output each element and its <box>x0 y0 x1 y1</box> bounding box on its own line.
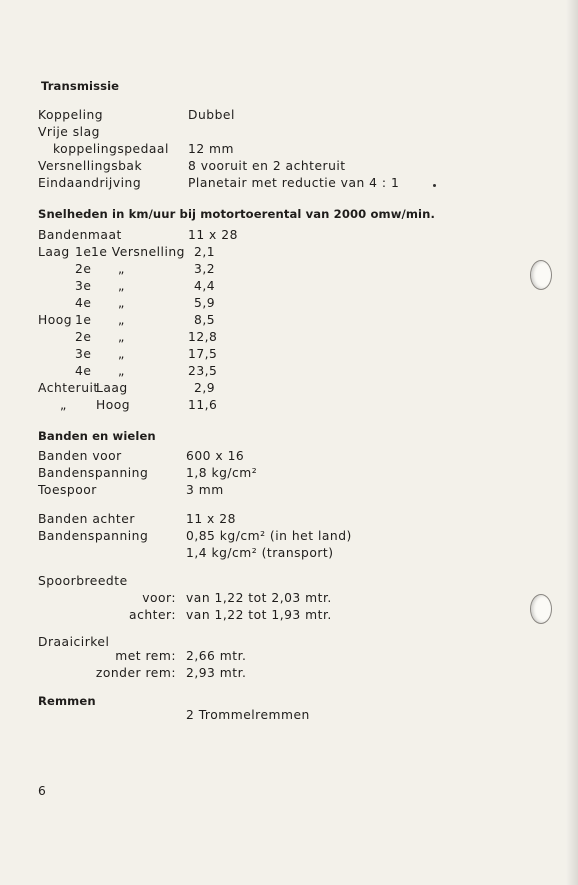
speed-value: 11,6 <box>188 398 218 412</box>
ditto-mark: „ <box>118 347 125 361</box>
speed-value: 2,9 <box>194 381 216 395</box>
toespoor-label: Toespoor <box>38 483 97 497</box>
versnellingsbak-label: Versnellingsbak <box>38 159 143 173</box>
gear-label: 3e <box>75 347 92 361</box>
draaicirkel-met-label: met rem: <box>115 649 176 663</box>
speed-value: 12,8 <box>188 330 218 344</box>
ditto-mark: „ <box>118 296 125 310</box>
ditto-mark: „ <box>118 279 125 293</box>
bandenspanning-achter-value-2: 1,4 kg/cm² (transport) <box>186 546 334 560</box>
koppeling-value: Dubbel <box>188 108 235 122</box>
draaicirkel-heading: Draaicirkel <box>38 635 110 649</box>
punch-hole-bottom <box>530 594 552 624</box>
gear-label: 3e <box>75 279 92 293</box>
koppelingspedaal-label: koppelingspedaal <box>53 142 169 156</box>
page-number: 6 <box>38 784 47 798</box>
banden-achter-value: 11 x 28 <box>186 512 236 526</box>
gear-label: 4e <box>75 364 92 378</box>
ink-speck <box>433 184 436 187</box>
banden-voor-label: Banden voor <box>38 449 122 463</box>
bandenspanning-label: Bandenspanning <box>38 529 149 543</box>
ditto-mark: „ <box>118 330 125 344</box>
koppelingspedaal-value: 12 mm <box>188 142 235 156</box>
speed-value: 23,5 <box>188 364 218 378</box>
spoorbreedte-heading: Spoorbreedte <box>38 574 128 588</box>
speed-value: 2,1 <box>194 245 216 259</box>
ditto-mark: „ <box>118 364 125 378</box>
achteruit-hoog-label: Hoog <box>96 398 131 412</box>
ditto-mark: „ <box>60 398 67 412</box>
achteruit-label: Achteruit <box>38 381 99 395</box>
bandenmaat-label: Bandenmaat <box>38 228 122 242</box>
spoorbreedte-voor-label: voor: <box>142 591 176 605</box>
laag-label: Laag <box>38 245 70 259</box>
gear-label: 2e <box>75 330 92 344</box>
speed-value: 17,5 <box>188 347 218 361</box>
eindaandrijving-label: Eindaandrijving <box>38 176 142 190</box>
speed-value: 4,4 <box>194 279 216 293</box>
koppeling-label: Koppeling <box>38 108 104 122</box>
vrije-slag-label: Vrije slag <box>38 125 100 139</box>
toespoor-value: 3 mm <box>186 483 224 497</box>
section-heading-transmissie: Transmissie <box>41 79 120 93</box>
speed-value: 3,2 <box>194 262 216 276</box>
banden-voor-value: 600 x 16 <box>186 449 245 463</box>
section-heading-snelheden: Snelheden in km/uur bij motortoerental van 2000 omw/min. <box>38 207 435 221</box>
ditto-mark: „ <box>118 313 125 327</box>
hoog-label: Hoog <box>38 313 73 327</box>
draaicirkel-zonder-label: zonder rem: <box>95 666 176 680</box>
speed-value: 5,9 <box>194 296 216 310</box>
gear-label: 1e <box>75 313 92 327</box>
achteruit-laag-label: Laag <box>96 381 128 395</box>
section-heading-banden: Banden en wielen <box>38 429 156 443</box>
draaicirkel-zonder-value: 2,93 mtr. <box>186 666 247 680</box>
punch-hole-top <box>530 260 552 290</box>
eindaandrijving-value: Planetair met reductie van 4 : 1 <box>188 176 400 190</box>
speed-value: 8,5 <box>194 313 216 327</box>
bandenspanning-voor-value: 1,8 kg/cm² <box>186 466 258 480</box>
page-edge-shadow <box>566 0 578 885</box>
ditto-mark: „ <box>118 262 125 276</box>
gear-label: 1e <box>75 245 92 259</box>
spoorbreedte-achter-value: van 1,22 tot 1,93 mtr. <box>186 608 332 622</box>
bandenspanning-achter-value: 0,85 kg/cm² (in het land) <box>186 529 352 543</box>
versnellingsbak-value: 8 vooruit en 2 achteruit <box>188 159 346 173</box>
banden-achter-label: Banden achter <box>38 512 135 526</box>
gear-label: 4e <box>75 296 92 310</box>
gear-label: 2e <box>75 262 92 276</box>
bandenspanning-label: Bandenspanning <box>38 466 149 480</box>
spoorbreedte-achter-label: achter: <box>129 608 176 622</box>
spoorbreedte-voor-value: van 1,22 tot 2,03 mtr. <box>186 591 332 605</box>
remmen-value: 2 Trommelremmen <box>186 708 310 722</box>
bandenmaat-value: 11 x 28 <box>188 228 238 242</box>
draaicirkel-met-value: 2,66 mtr. <box>186 649 247 663</box>
versnelling-label: 1e Versnelling <box>91 245 185 259</box>
section-heading-remmen: Remmen <box>38 694 96 708</box>
